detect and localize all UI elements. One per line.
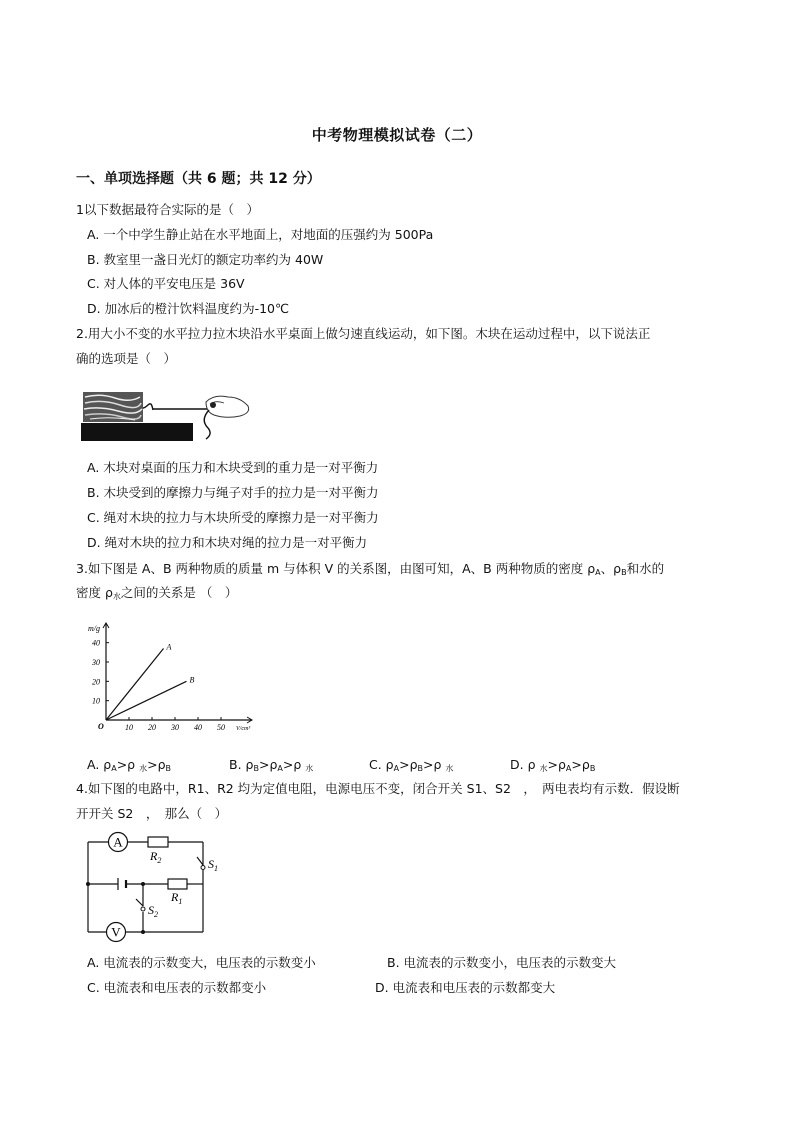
q2-stem-line2: 确的选项是（ ） (76, 351, 177, 366)
q2-option-b[interactable]: B. 木块受到的摩擦力与绳子对手的拉力是一对平衡力 (87, 485, 379, 500)
q3-option-a[interactable]: A. $\rho_A>\rho$ $_水>\rho_B$ (87, 757, 172, 773)
svg-text:A: A (113, 834, 123, 850)
series-line-B (106, 681, 187, 720)
q2-option-c[interactable]: C. 绳对木块的拉力与木块所受的摩擦力是一对平衡力 (87, 510, 379, 525)
voltmeter-icon (107, 923, 126, 942)
mass-volume-chart (80, 615, 270, 745)
y-tick-label: 20 (92, 677, 100, 687)
y-tick-label: 30 (92, 658, 100, 667)
q3-stem-line2: 密度 $\rho_水$之间的关系是 （ ） (76, 585, 238, 601)
table-surface (81, 423, 193, 441)
series-label-B: B (189, 675, 195, 685)
q2-option-d[interactable]: D. 绳对木块的拉力和木块对绳的拉力是一对平衡力 (87, 535, 368, 550)
x-tick-label: 50 (217, 723, 225, 732)
q3-stem-line1: 3.如下图是 A、B 两种物质的质量 m 与体积 V 的关系图，由图可知，A、B 两种物质的密度 $\rho_A$、$\rho_B$和水的 (76, 561, 665, 577)
q1-option-c[interactable]: C. 对人体的平安电压是 36V (87, 276, 245, 291)
q3-option-b[interactable]: B. $\rho_B>\rho_A>\rho$ $_水$ (229, 757, 314, 773)
svg-text:R2: $R_2$ (150, 849, 162, 865)
x-tick-label: 20 (148, 723, 156, 732)
y-axis-label: m/g (88, 624, 100, 633)
q3-option-c[interactable]: C. $\rho_A>\rho_B>\rho$ $_水$ (369, 757, 454, 773)
q1-option-d[interactable]: D. 加冰后的橙汁饮料温度约为-10℃ (87, 301, 290, 316)
resistor-r1 (168, 879, 187, 906)
q3-option-d[interactable]: D. ρ $_水>\rho_A>\rho_B$ (510, 757, 596, 773)
q1-option-a[interactable]: A. 一个中学生静止站在水平地面上，对地面的压强约为 500Pa (87, 227, 434, 242)
svg-text:S2: $S_2$ (148, 903, 158, 919)
q4-option-c[interactable]: C. 电流表和电压表的示数都变小 (87, 980, 267, 995)
circuit-diagram (80, 830, 230, 948)
q4-option-b[interactable]: B. 电流表的示数变小，电压表的示数变大 (387, 955, 617, 970)
hook (143, 404, 153, 410)
x-tick-label: 30 (171, 723, 179, 732)
wood-block (83, 392, 143, 422)
x-tick-label: 10 (125, 723, 133, 732)
ammeter-icon (109, 833, 128, 852)
battery-icon (118, 878, 126, 890)
q1-stem: 1以下数据最符合实际的是（ ） (76, 202, 259, 217)
y-tick-label: 10 (92, 696, 100, 706)
section-heading: 一、单项选择题（共 6 题；共 12 分） (76, 171, 321, 187)
x-tick-label: 40 (194, 723, 202, 732)
y-tick-label: 40 (92, 638, 100, 648)
q4-option-a[interactable]: A. 电流表的示数变大，电压表的示数变小 (87, 955, 316, 970)
page-title: 中考物理模拟试卷（二） (311, 126, 483, 144)
q4-stem-line2: 开开关 S2 ， 那么（ ） (76, 806, 228, 821)
svg-text:R1: $R_1$ (171, 890, 183, 906)
svg-text:S1: $S_1$ (208, 857, 218, 873)
x-axis-label: V/cm³ (236, 726, 251, 732)
q1-option-b[interactable]: B. 教室里一盏日光灯的额定功率约为 40W (87, 252, 324, 267)
q2-option-a[interactable]: A. 木块对桌面的压力和木块受到的重力是一对平衡力 (87, 460, 379, 475)
svg-text:V: V (111, 924, 121, 940)
series-label-A: A (166, 642, 172, 652)
origin-label: O (98, 722, 104, 731)
block-pull-figure (80, 388, 255, 444)
series-line-A (106, 648, 164, 720)
resistor-r2 (148, 837, 168, 865)
hand-icon (204, 396, 248, 439)
q2-stem-line1: 2.用大小不变的水平拉力拉木块沿水平桌面上做匀速直线运动，如下图。木块在运动过程中，以下说法正 (76, 326, 651, 341)
q4-stem-line1: 4.如下图的电路中，R1、R2 均为定值电阻，电源电压不变，闭合开关 S1、S2 ， 两电表均有示数．假设断 (76, 781, 680, 796)
q4-option-d[interactable]: D. 电流表和电压表的示数都变大 (375, 980, 556, 995)
